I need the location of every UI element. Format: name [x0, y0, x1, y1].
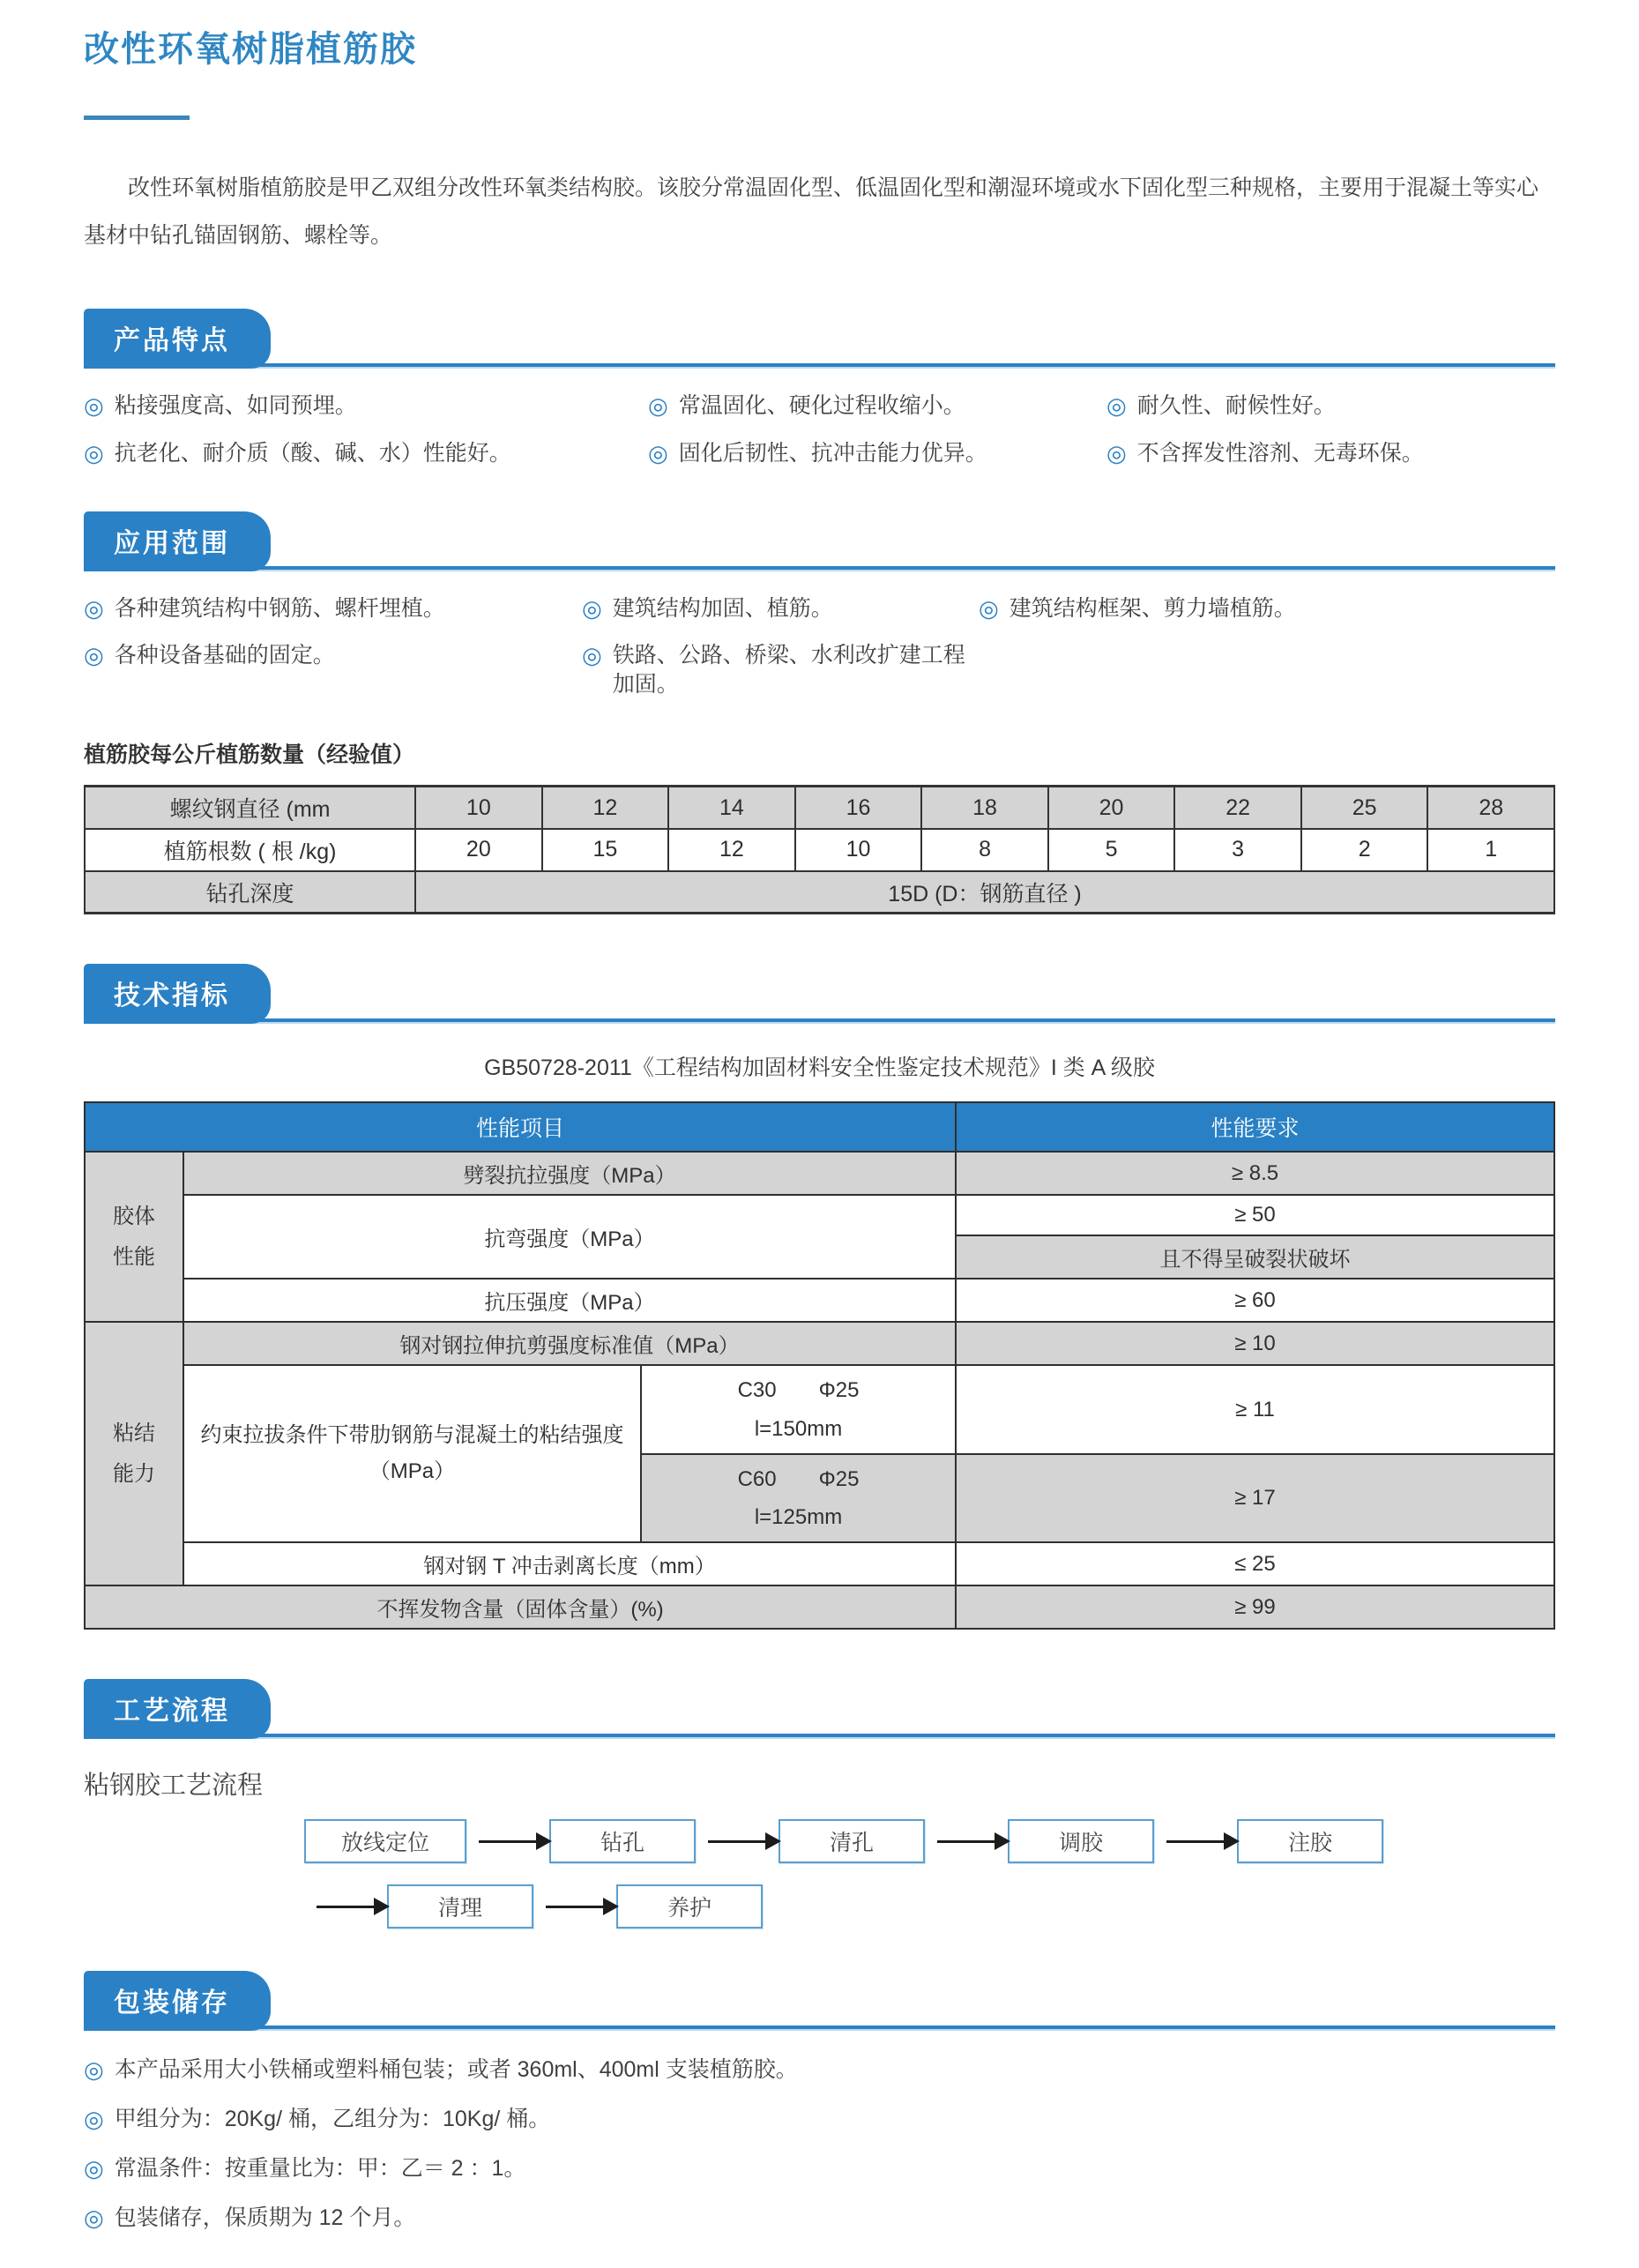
- list-item: [648, 439, 1106, 469]
- list-item: [979, 594, 1555, 624]
- arrow-right-icon: [708, 1840, 766, 1843]
- arrow-right-icon: [1166, 1840, 1225, 1843]
- application-text: 铁路、公路、桥梁、水利改扩建工程加固。: [612, 643, 965, 697]
- list-item: [84, 2055, 1555, 2085]
- row-label: 植筋根数 ( 根 /kg): [85, 829, 415, 871]
- ring-bullet-icon: ◎: [582, 642, 602, 669]
- count-cell: 5: [1048, 829, 1175, 871]
- table-row: [85, 829, 1554, 871]
- flow-step: 清孔: [779, 1819, 925, 1863]
- section-rule: [84, 2026, 1555, 2031]
- count-cell: 20: [415, 829, 542, 871]
- feature-text: 耐久性、耐候性好。: [1136, 393, 1336, 418]
- process-flow-row-1: [304, 1819, 1555, 1863]
- property-label: 钢对钢 T 冲击剥离长度（mm）: [183, 1542, 956, 1585]
- group-cell-bond: [85, 1322, 183, 1585]
- flow-step: 钻孔: [549, 1819, 696, 1863]
- diameter-cell: 22: [1174, 787, 1301, 829]
- flow-step: 养护: [616, 1884, 763, 1929]
- list-item: [582, 594, 979, 624]
- bond-label-text: 约束拉拔条件下带肋钢筋与混凝土的粘结强度（MPa）: [200, 1422, 624, 1483]
- list-item: [84, 641, 582, 698]
- section-applications: [84, 511, 1555, 571]
- section-heading-features: 产品特点: [84, 309, 271, 369]
- application-text: 建筑结构加固、植筋。: [612, 595, 833, 621]
- property-value: ≤ 25: [956, 1542, 1554, 1585]
- flow-step: 调胶: [1008, 1819, 1154, 1863]
- property-value: ≥ 17: [956, 1454, 1554, 1542]
- count-cell: 8: [921, 829, 1048, 871]
- ring-bullet-icon: ◎: [648, 392, 668, 419]
- group-label: 粘结能力: [112, 1421, 155, 1486]
- diameter-cell: 14: [668, 787, 795, 829]
- list-item: [84, 2105, 1555, 2135]
- count-cell: 10: [795, 829, 922, 871]
- packaging-text: 本产品采用大小铁桶或塑料桶包装；或者 360ml、400ml 支装植筋胶。: [114, 2057, 798, 2083]
- section-rule: [84, 1018, 1555, 1024]
- section-process: [84, 1679, 1555, 1739]
- section-heading-packaging: 包装储存: [84, 1971, 271, 2031]
- row-label: 螺纹钢直径 (mm: [85, 787, 415, 829]
- section-rule: [84, 363, 1555, 369]
- list-item: [648, 392, 1106, 422]
- application-text: 各种设备基础的固定。: [114, 643, 335, 668]
- property-value: ≥ 50: [956, 1195, 1554, 1235]
- table-row: [85, 1279, 1554, 1322]
- standard-note: GB50728-2011《工程结构加固材料安全性鉴定技术规范》I 类 A 级胶: [484, 1056, 1155, 1081]
- property-value: ≥ 11: [956, 1365, 1554, 1453]
- ring-bullet-icon: ◎: [84, 2056, 104, 2084]
- column-header-requirement: 性能要求: [956, 1102, 1554, 1152]
- condition-length: l=125mm: [754, 1504, 843, 1529]
- ring-bullet-icon: ◎: [1106, 439, 1127, 466]
- feature-text: 常温固化、硬化过程收缩小。: [678, 393, 965, 418]
- property-note: 且不得呈破裂状破坏: [956, 1235, 1554, 1279]
- packaging-list: [84, 2055, 1555, 2233]
- section-heading-applications: 应用范围: [84, 511, 271, 571]
- packaging-text: 常温条件：按重量比为：甲：乙＝ 2 ：1。: [114, 2155, 526, 2181]
- row-label: 钻孔深度: [85, 871, 415, 914]
- property-value: ≥ 8.5: [956, 1152, 1554, 1195]
- property-label: 抗弯强度（MPa）: [183, 1195, 956, 1279]
- count-cell: 15: [542, 829, 669, 871]
- count-cell: 3: [1174, 829, 1301, 871]
- applications-list: [84, 594, 1555, 699]
- tech-spec-table: [84, 1101, 1555, 1630]
- count-cell: 12: [668, 829, 795, 871]
- flow-step: 注胶: [1237, 1819, 1383, 1863]
- list-item: [1106, 439, 1555, 469]
- feature-text: 抗老化、耐介质（酸、碱、水）性能好。: [114, 440, 511, 466]
- list-item: [84, 392, 648, 422]
- table-header-row: [85, 1102, 1554, 1152]
- intro-paragraph: 改性环氧树脂植筋胶是甲乙双组分改性环氧类结构胶。该胶分常温固化型、低温固化型和潮湿环境或水下固化型三种规格，主要用于混凝土等实心基材中钻孔锚固钢筋、螺栓等。: [84, 175, 1539, 248]
- ring-bullet-icon: ◎: [84, 392, 104, 419]
- diameter-cell: 28: [1427, 787, 1554, 829]
- group-label: 胶体性能: [112, 1205, 155, 1269]
- arrow-right-icon: [937, 1840, 995, 1843]
- group-cell-body: [85, 1152, 183, 1322]
- count-cell: 1: [1427, 829, 1554, 871]
- application-text: 各种建筑结构中钢筋、螺杆埋植。: [114, 595, 445, 621]
- property-value: ≥ 10: [956, 1322, 1554, 1365]
- ring-bullet-icon: ◎: [84, 2105, 104, 2132]
- ring-bullet-icon: ◎: [84, 2204, 104, 2231]
- ring-bullet-icon: ◎: [648, 439, 668, 466]
- ring-bullet-icon: ◎: [84, 594, 104, 622]
- ring-bullet-icon: ◎: [582, 594, 602, 622]
- rebar-count-table: [84, 785, 1555, 914]
- diameter-cell: 10: [415, 787, 542, 829]
- title-underline: [84, 116, 190, 120]
- condition-cell: [641, 1454, 956, 1542]
- feature-text: 粘接强度高、如同预埋。: [114, 393, 357, 418]
- list-item: [84, 439, 648, 469]
- arrow-right-icon: [546, 1906, 604, 1908]
- feature-text: 不含挥发性溶剂、无毒环保。: [1136, 440, 1424, 466]
- flow-step: 放线定位: [304, 1819, 466, 1863]
- ring-bullet-icon: ◎: [979, 594, 999, 622]
- condition-spec: C30 Φ25: [737, 1378, 860, 1403]
- table-row: [85, 1152, 1554, 1195]
- property-value: ≥ 99: [956, 1585, 1554, 1629]
- table-row: [85, 1322, 1554, 1365]
- property-label: 不挥发物含量（固体含量）(%): [85, 1585, 956, 1629]
- table-row: [85, 1365, 1554, 1453]
- page-title: 改性环氧树脂植筋胶: [84, 30, 417, 69]
- ring-bullet-icon: ◎: [84, 642, 104, 669]
- property-label: 抗压强度（MPa）: [183, 1279, 956, 1322]
- section-heading-tech: 技术指标: [84, 964, 271, 1024]
- section-rule: [84, 1734, 1555, 1739]
- ring-bullet-icon: ◎: [84, 439, 104, 466]
- condition-length: l=150mm: [754, 1416, 843, 1441]
- condition-cell: [641, 1365, 956, 1453]
- flow-step: 清理: [387, 1884, 533, 1929]
- section-packaging: [84, 1971, 1555, 2031]
- application-text: 建筑结构框架、剪力墙植筋。: [1009, 595, 1296, 621]
- diameter-cell: 20: [1048, 787, 1175, 829]
- count-cell: 2: [1301, 829, 1428, 871]
- list-item: [84, 2204, 1555, 2234]
- property-label: 钢对钢拉伸抗剪强度标准值（MPa）: [183, 1322, 956, 1365]
- process-flow-row-2: [304, 1884, 1555, 1929]
- drill-depth-value: 15D (D：钢筋直径 ): [415, 871, 1554, 914]
- packaging-text: 甲组分为：20Kg/ 桶，乙组分为：10Kg/ 桶。: [114, 2106, 551, 2131]
- ring-bullet-icon: ◎: [84, 2154, 104, 2182]
- list-item: [84, 2154, 1555, 2184]
- condition-spec: C60 Φ25: [737, 1466, 860, 1491]
- arrow-right-icon: [317, 1906, 375, 1908]
- diameter-cell: 12: [542, 787, 669, 829]
- list-item: [84, 594, 582, 624]
- property-label: [183, 1365, 641, 1542]
- feature-text: 固化后韧性、抗冲击能力优异。: [678, 440, 987, 466]
- property-value: ≥ 60: [956, 1279, 1554, 1322]
- section-features: [84, 309, 1555, 369]
- table-row: [85, 1585, 1554, 1629]
- table-row: [85, 1195, 1554, 1235]
- list-item: [582, 641, 979, 698]
- list-item: [1106, 392, 1555, 422]
- table-row: [85, 1542, 1554, 1585]
- features-list: [84, 392, 1555, 469]
- diameter-cell: 18: [921, 787, 1048, 829]
- arrow-right-icon: [479, 1840, 537, 1843]
- diameter-cell: 25: [1301, 787, 1428, 829]
- diameter-cell: 16: [795, 787, 922, 829]
- column-header-item: 性能项目: [85, 1102, 956, 1152]
- table-row: [85, 871, 1554, 914]
- section-rule: [84, 566, 1555, 571]
- table-row: [85, 787, 1554, 829]
- rebar-table-caption: 植筋胶每公斤植筋数量（经验值）: [84, 742, 415, 768]
- section-tech: [84, 964, 1555, 1024]
- ring-bullet-icon: ◎: [1106, 392, 1127, 419]
- process-subtitle: 粘钢胶工艺流程: [84, 1772, 264, 1801]
- section-heading-process: 工艺流程: [84, 1679, 271, 1739]
- packaging-text: 包装储存，保质期为 12 个月。: [114, 2205, 416, 2230]
- property-label: 劈裂抗拉强度（MPa）: [183, 1152, 956, 1195]
